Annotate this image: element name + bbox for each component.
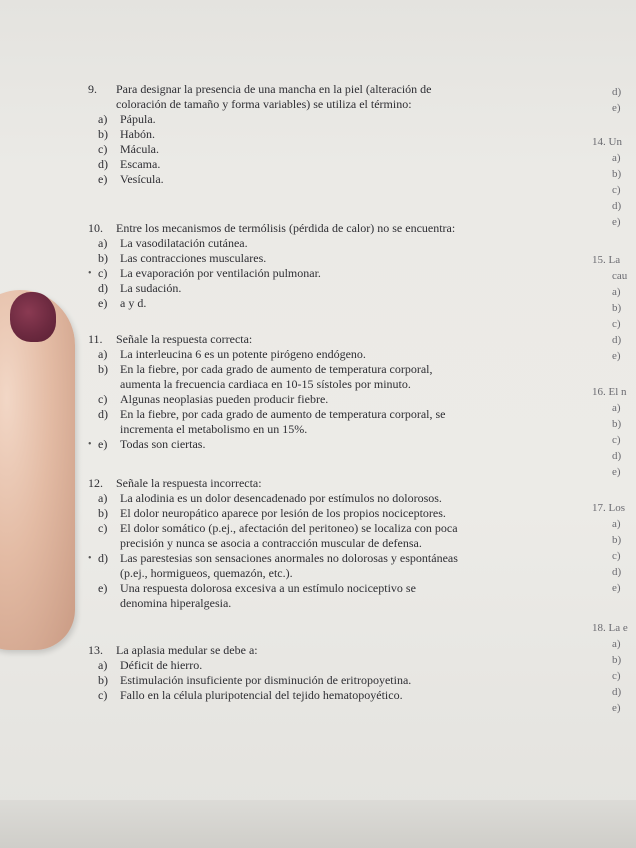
option-letter: b) <box>98 673 108 687</box>
option-text: Todas son ciertas. <box>120 437 206 451</box>
option-letter: e) <box>98 581 108 595</box>
cut-off-option-letter: a) <box>612 402 621 414</box>
question-stem-line <box>88 82 432 97</box>
question-9 <box>88 82 432 187</box>
option-text: En la fiebre, por cada grado de aumento de temperatura corporal, se <box>120 407 446 421</box>
right-column-group <box>592 84 621 116</box>
option-text: Las contracciones musculares. <box>120 251 267 265</box>
pen-mark: • <box>88 553 92 564</box>
cut-off-question-label: 17. Los <box>592 502 625 514</box>
option-text: La alodinia es un dolor desencadenado por estímulos no dolorosos. <box>120 491 442 505</box>
option-letter: b) <box>98 506 108 520</box>
cut-off-option-letter: b) <box>612 534 622 546</box>
option-letter: c) <box>98 142 108 156</box>
cut-off-option-letter: b) <box>612 418 622 430</box>
right-column-group <box>592 384 627 480</box>
answer-options <box>88 491 458 611</box>
question-stem-line <box>88 476 458 491</box>
cut-off-option-letter: a) <box>612 638 621 650</box>
option-text: La evaporación por ventilación pulmonar. <box>120 266 321 280</box>
question-13 <box>88 643 411 703</box>
option-text: Déficit de hierro. <box>120 658 203 672</box>
cut-off-option-letter: e) <box>612 466 621 478</box>
question-stem-line <box>88 221 455 236</box>
cut-off-question-label: 14. Un <box>592 136 622 148</box>
option-letter: c) <box>98 688 108 702</box>
cut-off-option-letter: d) <box>612 686 622 698</box>
option-text: Escama. <box>120 157 161 171</box>
option-text: aumenta la frecuencia cardiaca en 10-15 sístoles por minuto. <box>120 377 411 391</box>
option-text: El dolor neuropático aparece por lesión de los propios nociceptores. <box>120 506 446 520</box>
answer-option <box>98 127 432 142</box>
option-letter: c) <box>98 266 108 280</box>
cut-off-question-label: 16. El n <box>592 386 627 398</box>
answer-option <box>98 407 446 437</box>
question-number: 11. <box>88 332 103 346</box>
answer-options <box>98 112 432 187</box>
cut-off-question-text: cau <box>612 270 628 282</box>
option-letter: d) <box>98 281 108 295</box>
answer-option <box>88 551 458 581</box>
option-text: Habón. <box>120 127 155 141</box>
option-text: Mácula. <box>120 142 159 156</box>
answer-option <box>98 673 411 688</box>
option-text: precisión y nunca se asocia a contracción muscular de defensa. <box>120 536 422 550</box>
question-number: 12. <box>88 476 103 490</box>
cut-off-question-label: 15. La <box>592 254 621 266</box>
question-number: 9. <box>88 82 97 96</box>
option-letter: a) <box>98 236 108 250</box>
option-letter: d) <box>98 407 108 421</box>
question-stem-text: Entre los mecanismos de termólisis (pérdida de calor) no se encuentra: <box>116 221 456 235</box>
cut-off-option-letter: c) <box>612 318 621 330</box>
cut-off-option-letter: b) <box>612 654 622 666</box>
question-stem-text: Señale la respuesta correcta: <box>116 332 253 346</box>
option-text: La interleucina 6 es un potente pirógeno endógeno. <box>120 347 366 361</box>
question-number: 13. <box>88 643 103 657</box>
option-text: La vasodilatación cutánea. <box>120 236 248 250</box>
option-letter: a) <box>98 658 108 672</box>
pen-mark: • <box>88 439 92 450</box>
cut-off-option-letter: a) <box>612 286 621 298</box>
cut-off-option-letter: b) <box>612 168 622 180</box>
question-stem-text: La aplasia medular se debe a: <box>116 643 258 657</box>
option-letter: e) <box>98 437 108 451</box>
cut-off-option-letter: d) <box>612 86 622 98</box>
answer-option <box>98 521 458 551</box>
option-text: (p.ej., hormigueos, quemazón, etc.). <box>120 566 293 580</box>
cut-off-option-letter: d) <box>612 200 622 212</box>
cut-off-option-letter: c) <box>612 184 621 196</box>
option-letter: d) <box>98 551 108 565</box>
option-letter: a) <box>98 347 108 361</box>
option-text: Algunas neoplasias pueden producir fiebre. <box>120 392 329 406</box>
option-text: Pápula. <box>120 112 156 126</box>
answer-option <box>98 172 432 187</box>
option-letter: e) <box>98 296 108 310</box>
option-letter: c) <box>98 392 108 406</box>
cut-off-option-letter: e) <box>612 102 621 114</box>
option-letter: e) <box>98 172 108 186</box>
option-letter: b) <box>98 127 108 141</box>
question-stem-line <box>88 97 432 112</box>
right-column-group <box>592 252 627 364</box>
cut-off-option-letter: c) <box>612 434 621 446</box>
question-number: 10. <box>88 221 103 235</box>
answer-option <box>98 296 455 311</box>
answer-option <box>98 362 446 392</box>
option-letter: a) <box>98 491 108 505</box>
question-stem-text: Señale la respuesta incorrecta: <box>116 476 262 490</box>
option-text: Fallo en la célula pluripotencial del tejido hematopoyético. <box>120 688 403 702</box>
option-text: Una respuesta dolorosa excesiva a un estímulo nociceptivo se <box>120 581 416 595</box>
cut-off-option-letter: e) <box>612 582 621 594</box>
cut-off-option-letter: c) <box>612 550 621 562</box>
option-text: a y d. <box>120 296 147 310</box>
option-text: Vesícula. <box>120 172 164 186</box>
cut-off-option-letter: c) <box>612 670 621 682</box>
question-stem-text: coloración de tamaño y forma variables) se utiliza el término: <box>116 97 412 111</box>
answer-options <box>98 658 411 703</box>
answer-option <box>98 251 455 266</box>
question-stem-line <box>88 332 446 347</box>
question-stem-text: Para designar la presencia de una mancha en la piel (alteración de <box>116 82 432 96</box>
answer-option <box>98 281 455 296</box>
option-text: denomina hiperalgesia. <box>120 596 232 610</box>
option-text: Las parestesias son sensaciones anormales no dolorosas y espontáneas <box>120 551 458 565</box>
pen-mark: • <box>88 268 92 279</box>
option-letter: b) <box>98 362 108 376</box>
page-bottom-edge <box>0 800 636 848</box>
cut-off-option-letter: e) <box>612 350 621 362</box>
answer-option <box>98 581 458 611</box>
answer-option <box>88 437 446 452</box>
answer-options <box>88 236 455 311</box>
cut-off-option-letter: e) <box>612 216 621 228</box>
option-text: El dolor somático (p.ej., afectación del peritoneo) se localiza con poca <box>120 521 458 535</box>
right-column-group <box>592 134 622 230</box>
answer-option <box>88 266 455 281</box>
question-stem-line <box>88 643 411 658</box>
answer-option <box>98 491 458 506</box>
cut-off-option-letter: b) <box>612 302 622 314</box>
cut-off-option-letter: a) <box>612 518 621 530</box>
right-column-group <box>592 620 628 716</box>
answer-option <box>98 157 432 172</box>
option-text: En la fiebre, por cada grado de aumento de temperatura corporal, <box>120 362 433 376</box>
answer-option <box>98 392 446 407</box>
cut-off-option-letter: e) <box>612 702 621 714</box>
option-letter: c) <box>98 521 108 535</box>
cut-off-option-letter: a) <box>612 152 621 164</box>
cut-off-question-label: 18. La e <box>592 622 628 634</box>
right-column-group <box>592 500 625 596</box>
answer-option <box>98 347 446 362</box>
option-text: La sudación. <box>120 281 182 295</box>
option-text: Estimulación insuficiente por disminución de eritropoyetina. <box>120 673 412 687</box>
cut-off-option-letter: d) <box>612 450 622 462</box>
cut-off-option-letter: d) <box>612 566 622 578</box>
question-10 <box>88 221 455 311</box>
cut-off-option-letter: d) <box>612 334 622 346</box>
answer-option <box>98 658 411 673</box>
option-letter: b) <box>98 251 108 265</box>
option-text: incrementa el metabolismo en un 15%. <box>120 422 308 436</box>
thumb-image <box>0 290 75 650</box>
thumbnail-polish <box>10 292 56 342</box>
answer-option <box>98 142 432 157</box>
answer-option <box>98 688 411 703</box>
answer-options <box>88 347 446 452</box>
option-letter: a) <box>98 112 108 126</box>
option-letter: d) <box>98 157 108 171</box>
answer-option <box>98 112 432 127</box>
question-11 <box>88 332 446 452</box>
answer-option <box>98 506 458 521</box>
answer-option <box>98 236 455 251</box>
question-12 <box>88 476 458 611</box>
